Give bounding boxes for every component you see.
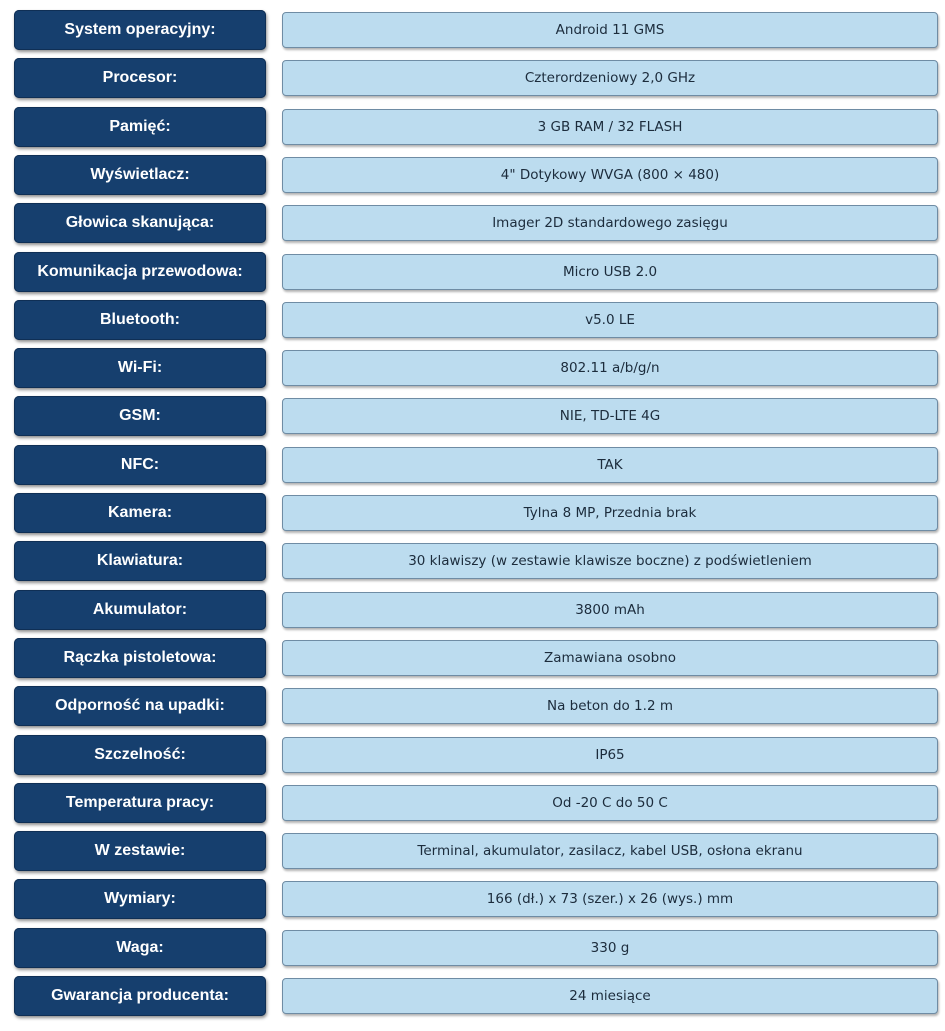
spec-value: Terminal, akumulator, zasilacz, kabel USB, osłona ekranu	[282, 833, 938, 869]
spec-row	[0, 928, 945, 968]
spec-label: Komunikacja przewodowa:	[14, 252, 266, 292]
spec-row	[0, 686, 945, 726]
spec-label: Wymiary:	[14, 879, 266, 919]
spec-label: Waga:	[14, 928, 266, 968]
spec-row	[0, 493, 945, 533]
spec-value: 3 GB RAM / 32 FLASH	[282, 109, 938, 145]
spec-value: NIE, TD-LTE 4G	[282, 398, 938, 434]
spec-row	[0, 348, 945, 388]
spec-label: Temperatura pracy:	[14, 783, 266, 823]
spec-value: Tylna 8 MP, Przednia brak	[282, 495, 938, 531]
spec-row	[0, 203, 945, 243]
spec-label: GSM:	[14, 396, 266, 436]
spec-label: Odporność na upadki:	[14, 686, 266, 726]
spec-label: Głowica skanująca:	[14, 203, 266, 243]
spec-value: Od -20 C do 50 C	[282, 785, 938, 821]
spec-value: Imager 2D standardowego zasięgu	[282, 205, 938, 241]
spec-label: Kamera:	[14, 493, 266, 533]
spec-label: Wi-Fi:	[14, 348, 266, 388]
spec-label: Gwarancja producenta:	[14, 976, 266, 1016]
spec-value: 330 g	[282, 930, 938, 966]
spec-row	[0, 396, 945, 436]
spec-row	[0, 541, 945, 581]
spec-value: TAK	[282, 447, 938, 483]
spec-label: Pamięć:	[14, 107, 266, 147]
spec-row	[0, 735, 945, 775]
spec-row	[0, 879, 945, 919]
spec-value: Zamawiana osobno	[282, 640, 938, 676]
spec-row	[0, 445, 945, 485]
spec-value: 3800 mAh	[282, 592, 938, 628]
spec-value: 30 klawiszy (w zestawie klawisze boczne) z podświetleniem	[282, 543, 938, 579]
spec-row	[0, 10, 945, 50]
spec-label: Wyświetlacz:	[14, 155, 266, 195]
spec-row	[0, 831, 945, 871]
spec-label: W zestawie:	[14, 831, 266, 871]
spec-row	[0, 300, 945, 340]
spec-row	[0, 783, 945, 823]
spec-row	[0, 58, 945, 98]
spec-row	[0, 107, 945, 147]
spec-value: v5.0 LE	[282, 302, 938, 338]
spec-label: Klawiatura:	[14, 541, 266, 581]
spec-value: Micro USB 2.0	[282, 254, 938, 290]
spec-value: 166 (dł.) x 73 (szer.) x 26 (wys.) mm	[282, 881, 938, 917]
spec-value: 24 miesiące	[282, 978, 938, 1014]
spec-row	[0, 590, 945, 630]
spec-label: Bluetooth:	[14, 300, 266, 340]
spec-label: NFC:	[14, 445, 266, 485]
spec-label: Rączka pistoletowa:	[14, 638, 266, 678]
spec-row	[0, 252, 945, 292]
spec-value: Na beton do 1.2 m	[282, 688, 938, 724]
spec-row	[0, 976, 945, 1016]
spec-value: IP65	[282, 737, 938, 773]
spec-row	[0, 155, 945, 195]
spec-value: Android 11 GMS	[282, 12, 938, 48]
spec-label: Akumulator:	[14, 590, 266, 630]
spec-row	[0, 638, 945, 678]
spec-label: System operacyjny:	[14, 10, 266, 50]
spec-label: Szczelność:	[14, 735, 266, 775]
spec-value: 802.11 a/b/g/n	[282, 350, 938, 386]
spec-value: 4" Dotykowy WVGA (800 × 480)	[282, 157, 938, 193]
spec-label: Procesor:	[14, 58, 266, 98]
spec-value: Czterordzeniowy 2,0 GHz	[282, 60, 938, 96]
